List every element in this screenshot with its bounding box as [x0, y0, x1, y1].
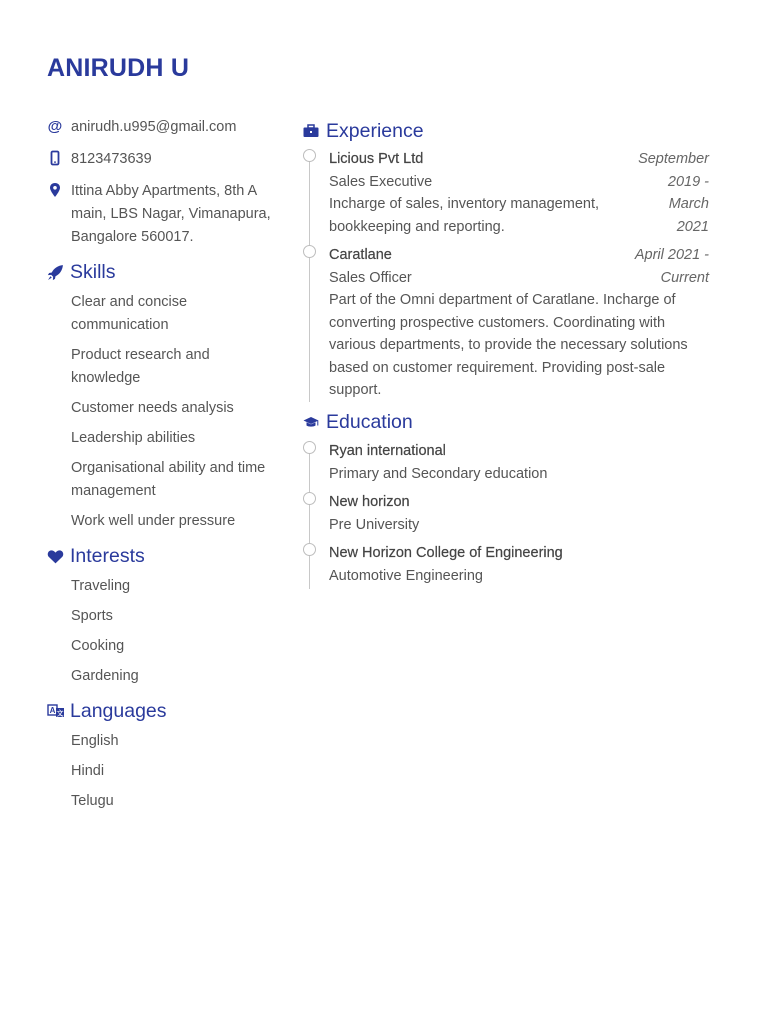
interest-item: Cooking	[71, 638, 125, 654]
svg-text:文: 文	[56, 710, 64, 718]
language-item: English	[71, 733, 119, 749]
education-detail: Automotive Engineering	[329, 567, 483, 584]
address-text: Ittina Abby Apartments, 8th A main, LBS Nagar, Vimanapura, Bangalore 560017.	[71, 183, 271, 245]
graduation-cap-icon	[303, 416, 326, 429]
at-icon	[47, 116, 71, 134]
education-detail: Primary and Secondary education	[329, 465, 548, 482]
languages-heading	[47, 698, 279, 724]
languages-title: Languages	[70, 699, 167, 722]
timeline-dot	[303, 441, 316, 454]
phone-icon	[47, 148, 71, 166]
interests-title: Interests	[70, 544, 145, 567]
map-pin-icon	[47, 180, 71, 198]
experience-entry	[303, 148, 709, 238]
skill-item: Leadership abilities	[71, 430, 196, 446]
skill-item: Customer needs analysis	[71, 400, 234, 416]
timeline-dot	[303, 149, 316, 162]
interests-list	[47, 575, 279, 688]
languages-list	[47, 730, 279, 813]
skill-item: Work well under pressure	[71, 513, 236, 529]
interest-item: Traveling	[71, 578, 131, 594]
svg-text:A: A	[49, 706, 56, 715]
education-entry	[303, 542, 709, 589]
education-detail: Pre University	[329, 516, 420, 533]
experience-timeline	[303, 148, 709, 402]
job-date: April 2021 - Current	[634, 247, 709, 286]
company-name: Caratlane	[329, 247, 392, 263]
school-name: New horizon	[329, 493, 410, 510]
timeline-dot	[303, 492, 316, 505]
company-name: Licious Pvt Ltd	[329, 151, 424, 167]
skill-item: Product research and knowledge	[71, 347, 210, 386]
skills-list	[47, 291, 279, 533]
education-title: Education	[326, 411, 413, 433]
interest-item: Gardening	[71, 668, 139, 684]
briefcase-icon	[303, 124, 326, 138]
contact-email	[47, 116, 279, 139]
skills-heading	[47, 259, 279, 285]
skill-item: Clear and concise communication	[71, 294, 188, 333]
education-heading	[303, 410, 709, 436]
skill-item: Organisational ability and time management	[71, 460, 266, 499]
education-entry	[303, 491, 709, 536]
experience-title: Experience	[326, 119, 424, 142]
education-timeline	[303, 440, 709, 589]
job-role: Sales Executive	[329, 174, 433, 190]
left-column	[47, 116, 279, 820]
language-item: Hindi	[71, 763, 105, 779]
skills-title: Skills	[70, 260, 116, 283]
right-column	[303, 118, 709, 589]
experience-heading	[303, 118, 709, 144]
candidate-name: ANIRUDH U	[47, 54, 190, 82]
heart-icon	[47, 549, 70, 564]
timeline-dot	[303, 543, 316, 556]
phone-text: 8123473639	[71, 151, 152, 167]
timeline-dot	[303, 245, 316, 258]
contact-address	[47, 180, 279, 249]
experience-entry	[303, 244, 709, 402]
job-role: Sales Officer	[329, 270, 412, 286]
education-entry	[303, 440, 709, 485]
job-description: Incharge of sales, inventory management, bookkeeping and reporting.	[329, 196, 600, 235]
school-name: New Horizon College of Engineering	[329, 544, 563, 561]
translate-icon	[47, 703, 70, 719]
contact-phone	[47, 148, 279, 171]
email-text: anirudh.u995@gmail.com	[71, 119, 237, 135]
school-name: Ryan international	[329, 442, 446, 459]
interests-heading	[47, 543, 279, 569]
job-date: September 2019 - March 2021	[638, 151, 709, 235]
svg-text:@: @	[47, 118, 63, 134]
interest-item: Sports	[71, 608, 113, 624]
job-description: Part of the Omni department of Caratlane. Incharge of converting prospective customers. Coordinating with various departments, to provide the necessary solutions based on customer requirement. Providing post-sale support.	[329, 292, 688, 398]
rocket-icon	[47, 264, 70, 281]
language-item: Telugu	[71, 793, 114, 809]
